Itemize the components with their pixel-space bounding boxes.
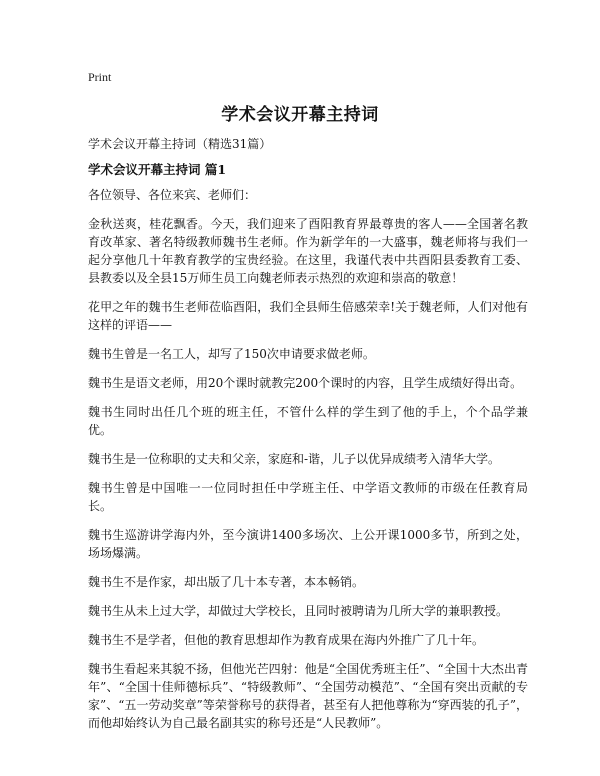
- paragraph: 魏书生是语文老师，用20个课时就教完200个课时的内容，且学生成绩好得出奇。: [88, 376, 523, 390]
- paragraph-greeting: 各位领导、各位来宾、老师们：: [88, 188, 257, 202]
- document-body: [88, 186, 528, 743]
- paragraph: 魏书生曾是一名工人，却写了150次申请要求做老师。: [88, 347, 375, 361]
- paragraph: 金秋送爽，桂花飘香。今天，我们迎来了酉阳教育界最尊贵的客人——全国著名教育改革家、著名特级教师魏书生老师。作为新学年的一大盛事，魏老师将与我们一起分享他几十年教育教学的宝贵经验。在这里，我谨代表中共酉阳县委教育工委、县教委以及全县15万师生员工向魏老师表示热烈的欢迎和崇高的敬意！: [88, 217, 528, 285]
- paragraph: 魏书生是一位称职的丈夫和父亲，家庭和-谐，儿子以优异成绩考入清华大学。: [88, 452, 501, 466]
- document-title: 学术会议开幕主持词: [221, 105, 379, 125]
- document-subtitle: 学术会议开幕主持词（精选31篇）: [88, 137, 272, 151]
- paragraph: 魏书生不是学者，但他的教育思想却作为教育成果在海内外推广了几十年。: [88, 633, 485, 647]
- paragraph: 魏书生不是作家，却出版了几十本专著，本本畅销。: [88, 575, 365, 589]
- paragraph: 魏书生从未上过大学，却做过大学校长，且同时被聘请为几所大学的兼职教授。: [88, 604, 509, 618]
- paragraph: 魏书生巡游讲学海内外，至今演讲1400多场次、上公开课1000多节，所到之处，场场爆满。: [88, 528, 528, 560]
- paragraph: 魏书生看起来其貌不扬，但他光芒四射：他是“全国优秀班主任”、“全国十大杰出青年”、“全国十佳师德标兵”、“特级教师”、“全国劳动模范”、“全国有突出贡献的专家”、“五一劳动奖章”等荣誉称号的获得者，甚至有人把他尊称为“穿西装的孔子”，而他却始终认为自己最名副其实的称号还是“人民教师”。: [88, 662, 528, 730]
- paragraph: 魏书生同时出任几个班的班主任，不管什么样的学生到了他的手上，个个品学兼优。: [88, 405, 528, 437]
- paragraph: 魏书生曾是中国唯一一位同时担任中学班主任、中学语文教师的市级在任教育局长。: [88, 481, 528, 513]
- paragraph: 花甲之年的魏书生老师莅临酉阳，我们全县师生倍感荣幸!关于魏老师，人们对他有这样的评语——: [88, 300, 528, 332]
- print-label: Print: [88, 70, 112, 84]
- section-heading: 学术会议开幕主持词 篇1: [88, 162, 227, 177]
